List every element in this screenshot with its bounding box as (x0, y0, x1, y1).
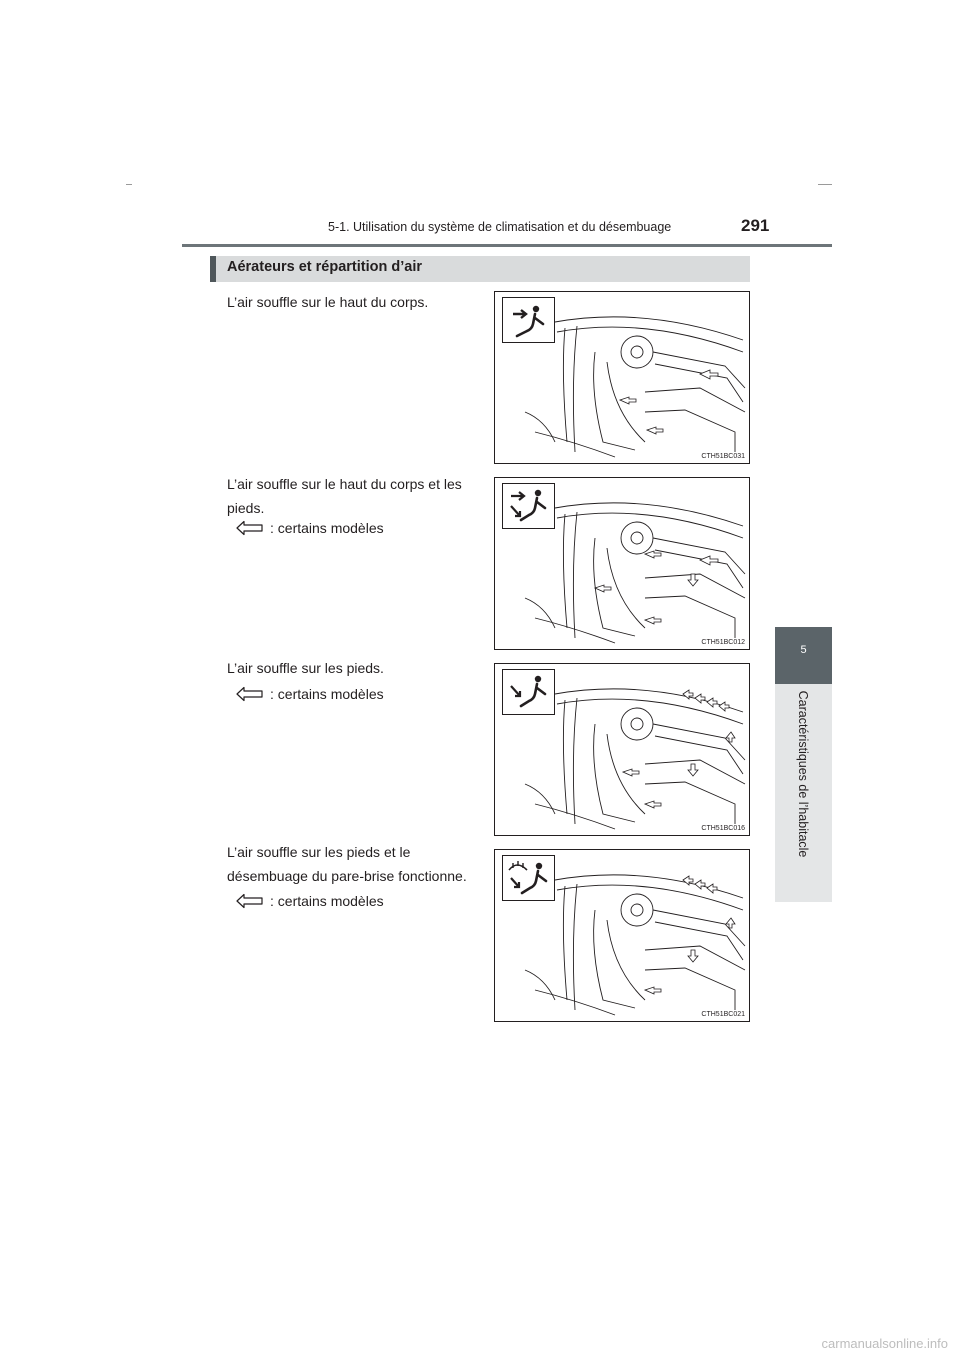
watermark: carmanualsonline.info (821, 1336, 948, 1351)
mode-icon-box (502, 297, 555, 343)
crop-mark-right (818, 184, 832, 185)
mode-icon-box (502, 483, 555, 529)
section-accent (210, 256, 216, 282)
chapter-number: 5 (800, 644, 807, 656)
header-rule (182, 244, 832, 247)
outline-arrow-icon (236, 520, 264, 536)
chapter-tab[interactable] (775, 627, 832, 684)
mode-description-1: L’air souffle sur le haut du corps. (227, 294, 429, 310)
running-head: 5-1. Utilisation du système de climatisation et du désembuage (328, 220, 672, 234)
illustration-face-mode (494, 291, 750, 464)
illustration-foot-mode (494, 663, 750, 836)
section-heading (210, 256, 750, 282)
illustration-code: CTH51BC012 (701, 639, 745, 646)
model-note-text: : certains modèles (270, 520, 384, 536)
outline-arrow-icon (236, 893, 264, 909)
face-vent-mode-icon (503, 298, 554, 342)
mode-icon-box (502, 855, 555, 901)
model-note-text: : certains modèles (270, 686, 384, 702)
page-number: 291 (741, 216, 770, 235)
crop-mark-left (126, 184, 132, 185)
illustration-foot-defrost-mode (494, 849, 750, 1022)
foot-defrost-mode-icon (503, 856, 554, 900)
mode-description-3: L’air souffle sur les pieds. (227, 660, 384, 676)
mode-icon-box (502, 669, 555, 715)
outline-arrow-icon (236, 686, 264, 702)
model-note-text: : certains modèles (270, 893, 384, 909)
mode-description-4: L’air souffle sur les pieds et le désembuage du pare-brise fonctionne. (227, 844, 467, 884)
illustration-code: CTH51BC016 (701, 825, 745, 832)
bi-level-vent-mode-icon (503, 484, 554, 528)
mode-description-2: L’air souffle sur le haut du corps et les pieds. (227, 476, 462, 516)
illustration-bi-level-mode (494, 477, 750, 650)
foot-vent-mode-icon (503, 670, 554, 714)
illustration-code: CTH51BC031 (701, 453, 745, 460)
section-title: Aérateurs et répartition d’air (227, 259, 422, 275)
illustration-code: CTH51BC021 (701, 1011, 745, 1018)
chapter-title: Caractéristiques de l’habitacle (796, 690, 810, 858)
